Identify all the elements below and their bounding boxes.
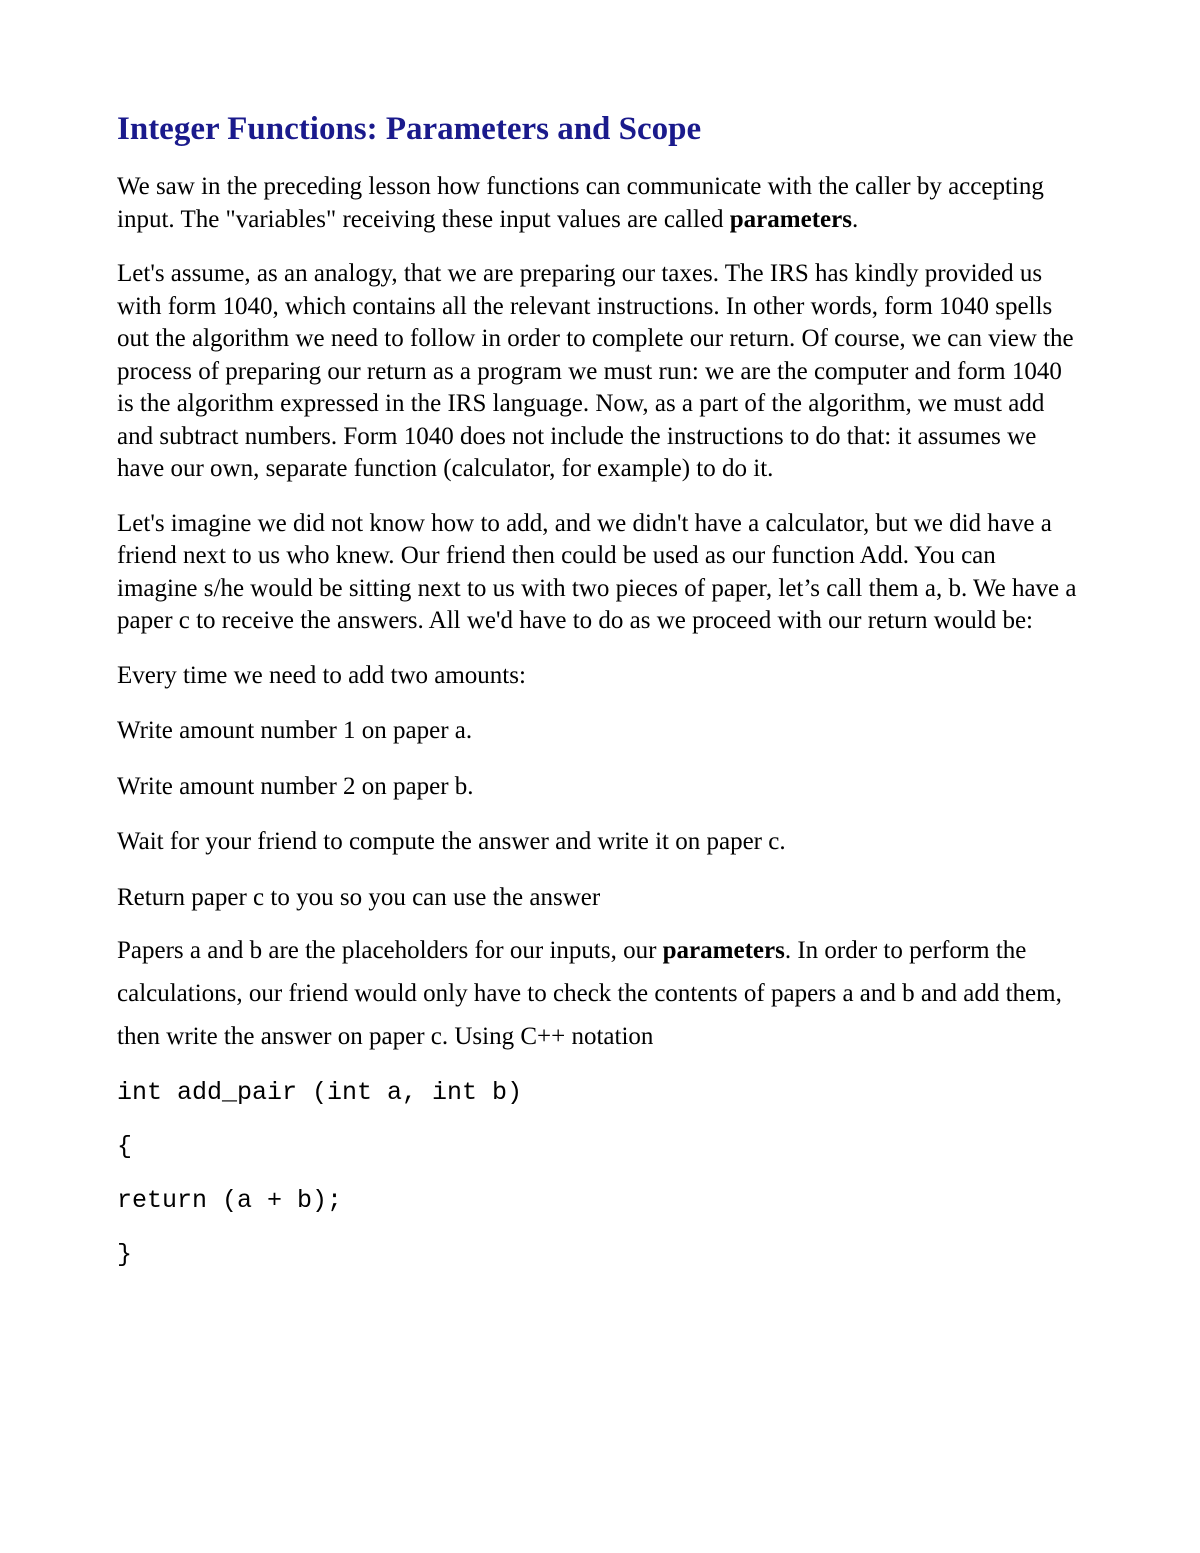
code-line-close-brace: }	[117, 1240, 133, 1269]
tax-analogy-paragraph: Let's assume, as an analogy, that we are preparing our taxes. The IRS has kindly provided us with form 1040, which contains all the relevant instructions. In other words, form 1040 spells out the algorithm we need to follow in order to complete our return. Of course, we can view the process of preparing our return as a program we must run: we are the computer and form 1040 is the algorithm expressed in the IRS language. Now, as a part of the algorithm, we must add and subtract numbers. Form 1040 does not include the instructions to do that: it assumes we have our own, separate function (calculator, for example) to do it.	[117, 260, 1074, 482]
friend-analogy-paragraph: Let's imagine we did not know how to add, and we didn't have a calculator, but we did have a friend next to us who knew. Our friend then could be used as our function Add. You can imagine s/he would be sitting next to us with two pieces of paper, let’s call them a, b. We have a paper c to receive the answers. All we'd have to do as we proceed with our return would be:	[117, 509, 1077, 634]
step-2: Write amount number 2 on paper b.	[117, 772, 474, 800]
step-intro: Every time we need to add two amounts:	[117, 661, 526, 689]
intro-text-end: .	[851, 205, 859, 233]
parameters-text: Papers a and b are the placeholders for our inputs, our	[117, 937, 663, 964]
parameters-term: parameters	[729, 205, 852, 233]
code-line-open-brace: {	[117, 1132, 133, 1161]
step-1: Write amount number 1 on paper a.	[117, 717, 473, 744]
step-3: Wait for your friend to compute the answer and write it on paper c.	[117, 828, 786, 855]
intro-text: We saw in the preceding lesson how functions can communicate with the caller by accepting input. The "variables" receiving these input values are called	[117, 173, 1044, 233]
parameters-text-end: . In order to perform the calculations, our friend would only have to check the contents of papers a and b and add them, then write the answer on paper c. Using C++ notation	[117, 937, 1062, 1050]
parameters-paragraph	[117, 929, 1082, 1058]
step-4: Return paper c to you so you can use the answer	[117, 883, 601, 911]
page-title: Integer Functions: Parameters and Scope	[117, 111, 702, 147]
intro-paragraph	[117, 171, 1082, 236]
document-page	[117, 105, 1082, 1282]
code-block	[117, 1066, 1082, 1282]
parameters-term-2: parameters	[662, 937, 785, 964]
code-line-signature: int add_pair (int a, int b)	[117, 1078, 523, 1107]
code-line-return: return (a + b);	[117, 1186, 343, 1215]
